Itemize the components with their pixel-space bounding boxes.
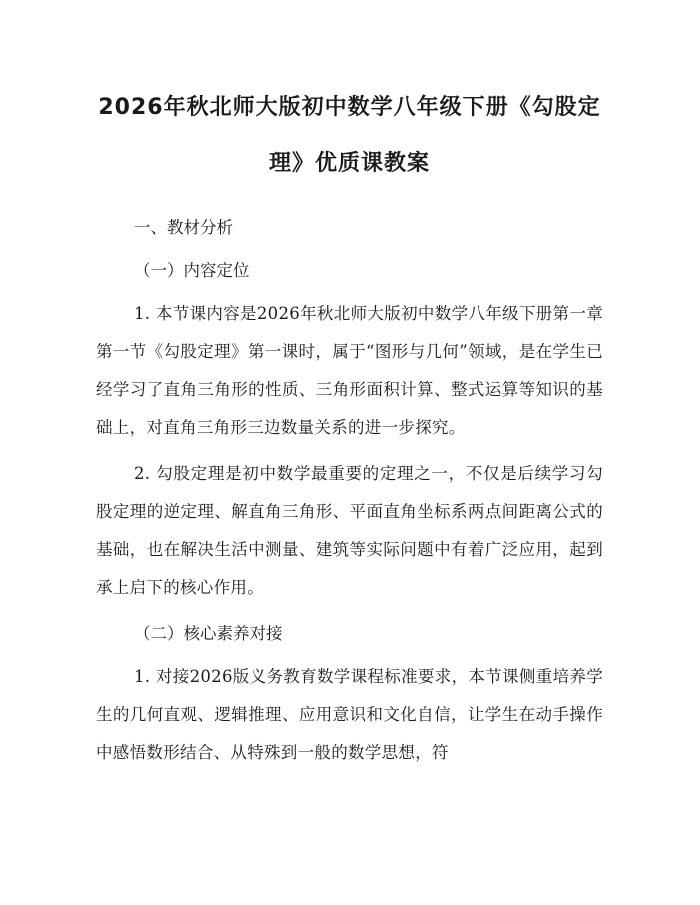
paragraph: 1. 本节课内容是2026年秋北师大版初中数学八年级下册第一章第一节《勾股定理》第一课时，属于“图形与几何”领域，是在学生已经学习了直角三角形的性质、三角形面积计算、整式运算等知识的基础上，对直角三角形三边数量关系的进一步探究。 xyxy=(96,304,603,437)
paragraph: 2. 勾股定理是初中数学最重要的定理之一，不仅是后续学习勾股定理的逆定理、解直角三角形、平面直角坐标系两点间距离公式的基础，也在解决生活中测量、建筑等实际问题中有着广泛应用，起到承上启下的核心作用。 xyxy=(96,464,603,597)
subsection-heading-content-positioning: （一）内容定位 xyxy=(134,261,250,280)
section-heading-teaching-material-analysis: 一、教材分析 xyxy=(134,218,233,237)
document-title: 2026年秋北师大版初中数学八年级下册《勾股定理》优质课教案 xyxy=(98,95,601,176)
paragraph: 1. 对接2026版义务教育数学课程标准要求，本节课侧重培养学生的几何直观、逻辑推理、应用意识和文化自信，让学生在动手操作中感悟数形结合、从特殊到一般的数学思想，符 xyxy=(96,667,603,762)
subsection-heading-core-literacy: （二）核心素养对接 xyxy=(134,624,283,643)
